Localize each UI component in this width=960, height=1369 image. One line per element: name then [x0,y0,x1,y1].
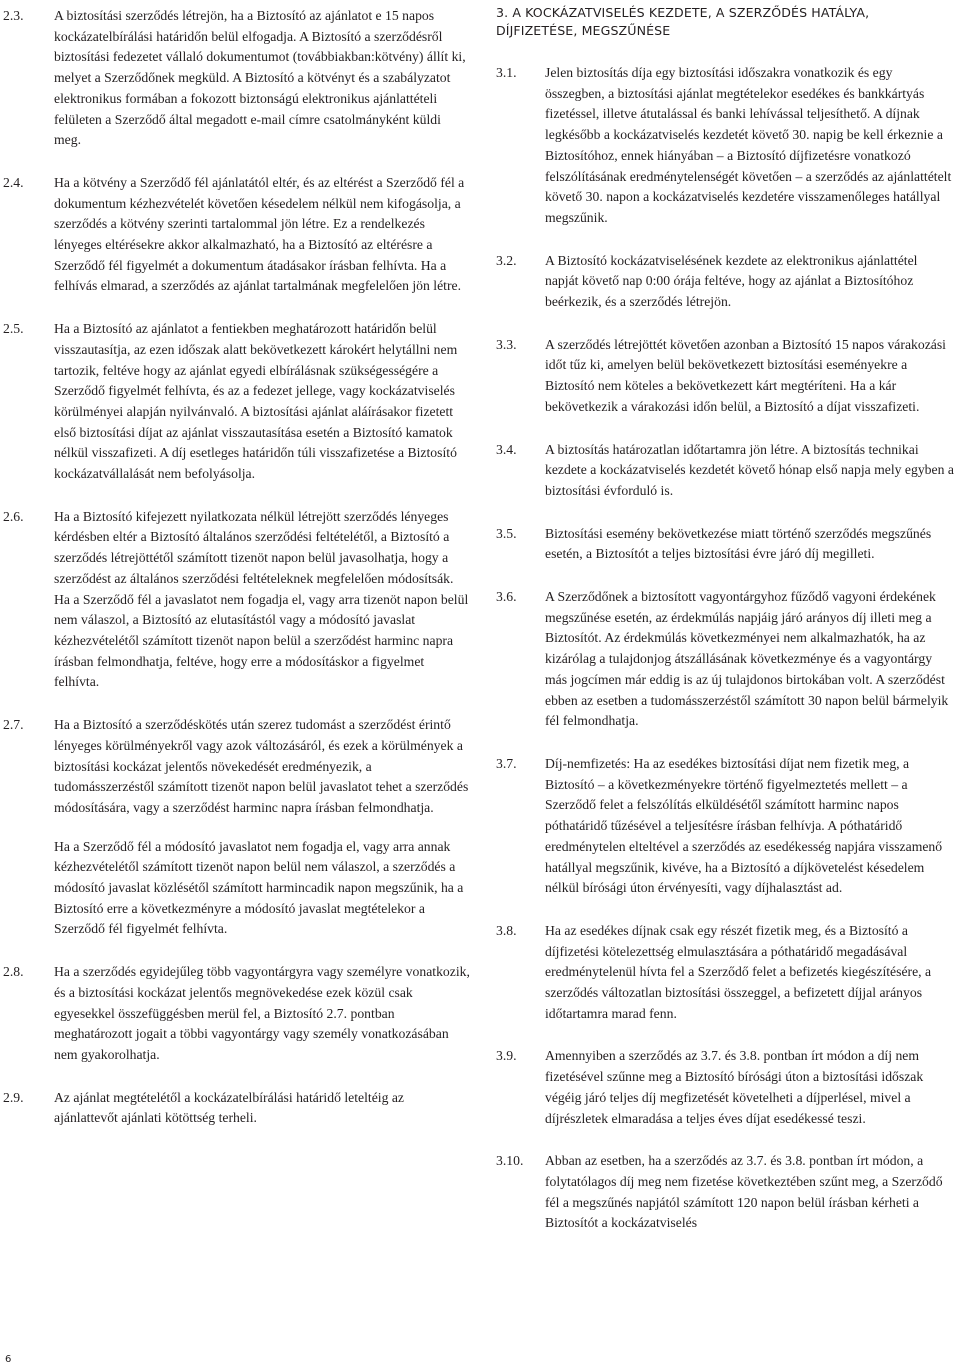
clause-paragraph: Biztosítási esemény bekövetkezése miatt történő szerződés megszűnés esetén, a Biztosítót a teljes biztosítási évre járó díj megilleti. [545,525,932,562]
clause [0,962,470,1066]
clause-number: 2.9. [3,1089,24,1105]
clause [496,251,954,313]
section-heading: 3. A KOCKÁZATVISELÉS KEZDETE, A SZERZŐDÉS HATÁLYA, DÍJFIZETÉSE, MEGSZŰNÉSE [496,5,870,38]
clause [496,524,954,565]
clause-number: 3.2. [496,252,517,268]
clause-number: 3.1. [496,65,517,80]
clause-number: 3.7. [496,755,517,771]
clause-number: 3.3. [496,336,517,352]
clause-paragraph: Ha a Szerződő fél a módosító javaslatot nem fogadja el, vagy arra annak kézhezvételétől számított tizenöt napon belül nem válaszol, a szerződés a módosító javaslat közlésétől számított harmincadik napon megszűnik, ha a Biztosító erre a következményre a módosító javaslat megtételekor a Szerződő fél figyelmét felhívta. [54,838,464,937]
clause-number: 3.4. [496,441,517,457]
clause [496,335,954,418]
clause-paragraph: Ha a kötvény a Szerződő fél ajánlatától eltér, és az eltérést a Szerződő fél a dokumentum kézhezvételét követően késedelem nélkül nem kifogásolja, a szerződés a kötvény szerinti tartalommal jön létre. Ez a rendelkezés lényeges eltérésekre akkor alkalmazható, ha a Biztosító az eltérésre a Szerződő fél figyelmét a dokumentum átadásakor írásban felhívta. Ha a felhívás elmarad, a szerződés az ajánlat tartalmának megfelelően jön létre. [54,174,465,294]
clause-paragraph: A Biztosító kockázatviselésének kezdete az elektronikus ajánlattétel napját követő nap 0:00 órája feltéve, hogy az ajánlat a Biztosítóhoz beérkezik, és a szerződés létrejön. [545,252,918,310]
clause-paragraph: Jelen biztosítás díja egy biztosítási időszakra vonatkozik és egy összegben, a biztosítási ajánlat megtételekor esedékes és bankkártyás fizetéssel, illetve átutalással és banki lehívással teljesíthető. A díjnak legkésőbb a kockázatviselés kezdetét követő 30. napig be kell érkeznie a Biztosítóhoz, ennek hiányában – a Biztosító díjfizetésre vonatkozó felszólításának eredménytelenségét követően – a szerződés az ajánlattételt követő 30. napon a kockázatviselés kezdetére visszamenőleges hatállyal megszűnik. [545,65,952,225]
clause-number: 3.6. [496,589,517,605]
clause-number: 3.9. [496,1048,517,1064]
clause [496,440,954,502]
clause-number: 2.8. [3,964,24,980]
clause [496,754,954,899]
clause-paragraph: Ha a Biztosító az ajánlatot a fentiekben meghatározott határidőn belül visszautasítja, az ezen időszak alatt bekövetkezett károkért helytállni nem tartozik, feltéve hogy az ajánlat egyedi elbírálásnak szükségességére a Szerződő figyelmét felhívta, és az a fedezet jellege, vagy kockázatviselés körülményei alapján nyilvánvaló. A biztosítási ajánlat aláírásakor fizetett első biztosítási díjat az ajánlat visszautasítása esetén a Biztosító kamatok nélkül visszafizeti. A díj esetleges határidőn túli visszafizetése a Biztosító kockázatvállalását nem befolyásolja. [54,321,458,482]
clause-paragraph: Ha az esedékes díjnak csak egy részét fizetik meg, és a Biztosító a díjfizetési kötelezettség elmulasztására a póthatáridő megadásával eredménytelenül hívta fel a Szerződő felet a befizetés kiegészítésére, a szerződés változatlan biztosítási összeggel, a befizetett díjjal arányos időtartamra marad fenn. [545,922,932,1021]
clause-paragraph: A biztosítás határozatlan időtartamra jön létre. A biztosítás technikai kezdete a kockázatviselés kezdetét követő hónap első napja mely egyben a biztosítási évforduló is. [545,441,954,498]
right-clause-list [496,63,954,1234]
clause [0,1088,470,1129]
clause-number: 3.8. [496,922,517,938]
clause-paragraph: Az ajánlat megtételétől a kockázatelbírálási határidő leteltéig az ajánlattevőt ajánlati kötöttség terheli. [54,1089,404,1126]
clause-paragraph: Ha a szerződés egyidejűleg több vagyontárgyra vagy személyre vonatkozik, és a biztosítási kockázat jelentős megnövekedése ezek közül csak egyesekkel összefüggésben merül fel, a Biztosító 2.7. pontban meghatározott jogait a többi vagyontárgy vagy személy vonatkozásában nem gyakorolhatja. [54,964,470,1062]
clause-paragraph: Díj-nemfizetés: Ha az esedékes biztosítási díjat nem fizetik meg, a Biztosító – a következményekre történő figyelmeztetés mellett – a Szerződő felet a felszólítás elküldésétől számított harminc napos póthatáridő tűzésével a teljesítésre írásban felhívja. A póthatáridő eredménytelen elteltével a szerződés az esedékesség napjára visszamenő hatállyal megszűnik, kivéve, ha a Biztosító a díjkövetelést késedelem nélkül bírósági úton érvényesíti, vagy díjhalasztást ad. [545,755,943,896]
right-column [496,0,954,1256]
clause-paragraph: Ha a Biztosító kifejezett nyilatkozata nélkül létrejött szerződés lényeges kérdésben eltér a Biztosító általános szerződési feltételétől, a Biztosító a szerződés létrejöttétől számított tizenöt napon belül javasolhatja, hogy a szerződést az általános szerződési feltételeknek megfelelően módosítsák. Ha a Szerződő fél a javaslatot nem fogadja el, vagy arra tizenöt napon belül nem válaszol, a Biztosító az elutasítástól vagy a módosító javaslat kézhezvételétől számított tizenöt napon belül a szerződést harminc napra írásban felmondhatja, feltéve, hogy erre a módosításkor a figyelmet felhívta. [54,508,469,690]
clause-number: 2.5. [3,321,24,337]
clause-paragraph: Abban az esetben, ha a szerződés az 3.7. és 3.8. pontban írt módon, a folytatólagos díj meg nem fizetése következtében szűnt meg, a Szerződő fél a megszűnés napjától számított 120 napon belül írásban kérheti a Biztosítót a kockázatviselés [545,1153,943,1231]
clause-number: 2.3. [3,8,24,23]
clause-number: 2.7. [3,717,24,733]
clause-paragraph: A Szerződőnek a biztosított vagyontárgyhoz fűződő vagyoni érdekének megszűnése esetén, az érdekmúlás napjáig járó arányos díj illeti meg a Biztosítót. Az érdekmúlás következményei nem alkalmazhatók, ha az kizárólag a tulajdonjog átszállásának következménye és a vagyontárgy más jogcímen már eddig is az új tulajdonos birtokában volt. A szerződést ebben az esetben a tudomásszerzéstől számított 30 napon belül bármelyik fél felmondhatja. [545,589,949,729]
left-clause-list [0,6,470,1129]
clause [496,921,954,1025]
clause [496,587,954,732]
clause [496,1151,954,1234]
clause-paragraph: Ha a Biztosító a szerződéskötés után szerez tudomást a szerződést érintő lényeges körülményekről vagy azok változásáról, és ezek a körülmények a biztosítási kockázat jelentős növekedését eredményezik, a tudomásszerzéstől számított tizenöt napon belül javaslatot tehet a szerződés módosítására, vagy a szerződést harminc napra írásban felmondhatja. [54,717,469,815]
page-number: 6 [5,1354,12,1365]
clause-paragraph: Amennyiben a szerződés az 3.7. és 3.8. pontban írt módon a díj nem fizetésével szűnne meg a Biztosító bírósági úton a biztosítási időszak végéig járó teljes díj megfizetését követelheti a díjperlésel, mivel a díjrészletek elmaradása a teljes éves díjat esedékessé teszi. [545,1048,924,1126]
clause [0,6,470,151]
clause-paragraph: A szerződés létrejöttét követően azonban a Biztosító 15 napos várakozási időt tűz ki, amelyen belül bekövetkezett biztosítási eseményekre a Biztosító nem köteles a bekövetkezett kárt megtéríteni. Ha a kár bekövetkezik a várakozási időn belül, a Biztosító a díjat visszafizeti. [545,336,946,414]
clause [0,507,470,693]
clause-paragraph: A biztosítási szerződés létrejön, ha a Biztosító az ajánlatot e 15 napos kockázatelbírálási határidőn belül elfogadja. A Biztosító a szerződésről biztosítási fedezetet vállaló dokumentumot (továbbiakban:kötvény) állít ki, melyet a Szerződőnek megküld. A Biztosító a kötvényt és a szabályzatot elektronikus formában a fokozott biztonságú elektronikus ajánlattételi felületen a Szerződő által megadott e-mail címre csatolmányként küldi meg. [54,8,466,148]
clause [0,319,470,485]
clause-number: 3.10. [496,1153,524,1169]
clause [496,1046,954,1129]
clause [0,173,470,297]
clause-number: 2.4. [3,174,24,190]
clause-number: 3.5. [496,525,517,541]
clause-number: 2.6. [3,508,24,524]
left-column [0,6,470,1151]
clause [0,715,470,940]
clause [496,63,954,229]
